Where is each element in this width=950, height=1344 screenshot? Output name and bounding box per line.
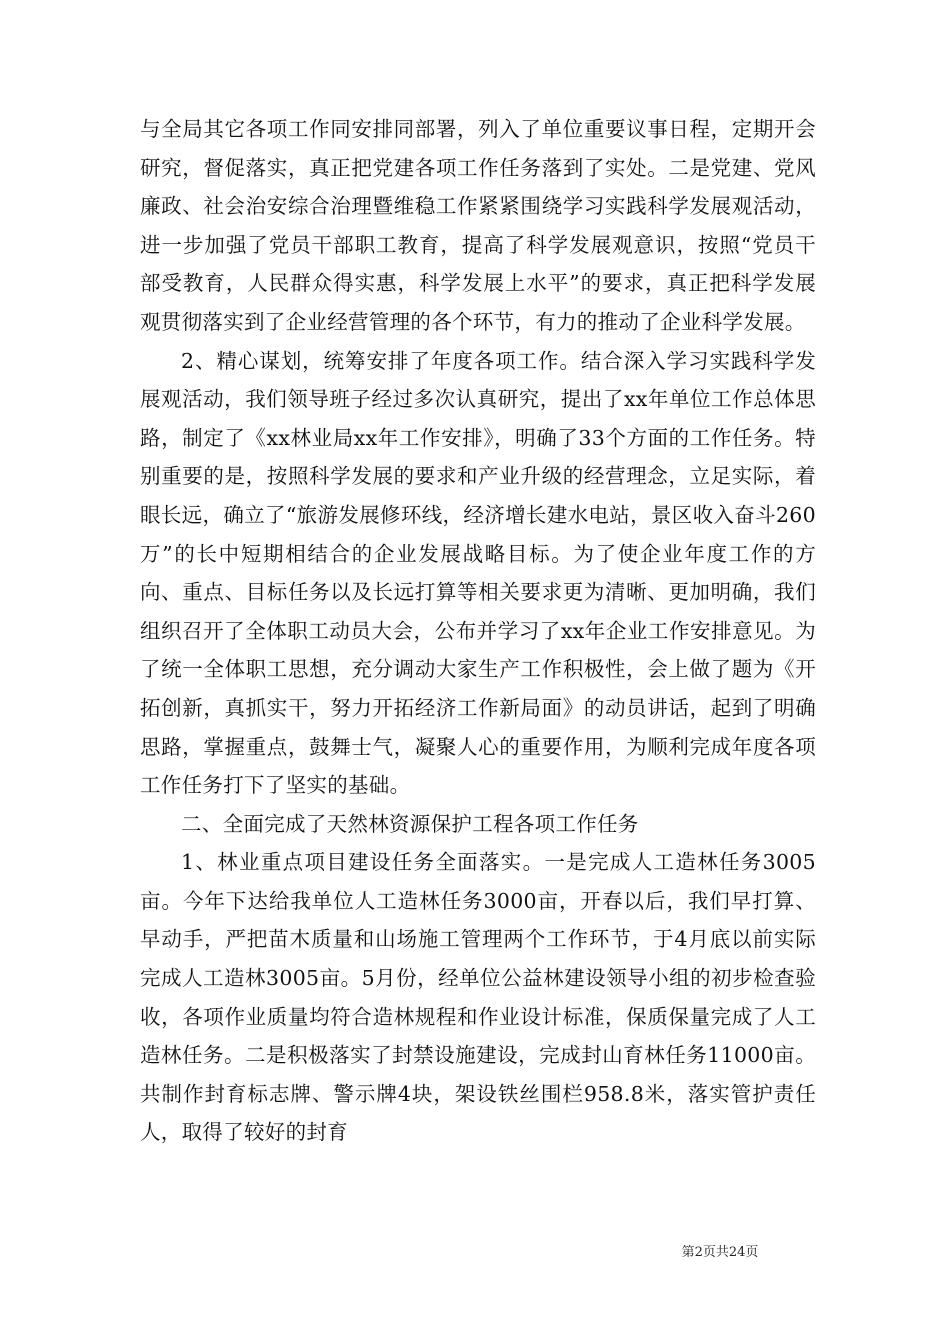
document-body — [140, 110, 816, 1152]
section-heading-forest-protection: 二、全面完成了天然林资源保护工程各项工作任务 — [181, 811, 639, 836]
paragraph-party-building: 与全局其它各项工作同安排同部署，列入了单位重要议事日程，定期开会研究，督促落实，真正把党建各项工作任务落到了实处。二是党建、党风廉政、社会治安综合治理暨维稳工作紧紧围绕学习实践科学发展观活动，进一步加强了党员干部职工教育，提高了科学发展观意识，按照“党员干部受教育，人民群众得实惠，科学发展上水平”的要求，真正把科学发展观贯彻落实到了企业经营管理的各个环节，有力的推动了企业科学发展。 — [140, 117, 816, 334]
paragraph-annual-planning: 2、精心谋划，统筹安排了年度各项工作。结合深入学习实践科学发展观活动，我们领导班子经过多次认真研究，提出了xx年单位工作总体思路，制定了《xx林业局xx年工作安排》，明确了33个方面的工作任务。特别重要的是，按照科学发展的要求和产业升级的经营理念，立足实际，着眼长远，确立了“旅游发展修环线，经济增长建水电站，景区收入奋斗260万”的长中短期相结合的企业发展战略目标。为了使企业年度工作的方向、重点、目标任务以及长远打算等相关要求更为清晰、更加明确，我们组织召开了全体职工动员大会，公布并学习了xx年企业工作安排意见。为了统一全体职工思想，充分调动大家生产工作积极性，会上做了题为《开拓创新，真抓实干，努力开拓经济工作新局面》的动员讲话，起到了明确思路，掌握重点，鼓舞士气，凝聚人心的重要作用，为顺利完成年度各项工作任务打下了坚实的基础。 — [140, 348, 816, 798]
paragraph-key-projects: 1、林业重点项目建设任务全面落实。一是完成人工造林任务3005亩。今年下达给我单位人工造林任务3000亩，开春以后，我们早打算、早动手，严把苗木质量和山场施工管理两个工作环节，于4月底以前实际完成人工造林3005亩。5月份，经单位公益林建设领导小组的初步检查验收，各项作业质量均符合造林规程和作业设计标准，保质保量完成了人工造林任务。二是积极落实了封禁设施建设，完成封山育林任务11000亩。共制作封育标志牌、警示牌4块，架设铁丝围栏958.8米，落实管护责任人，取得了较好的封育 — [140, 850, 816, 1145]
page-number-footer: 第2页共24页 — [681, 1245, 759, 1260]
